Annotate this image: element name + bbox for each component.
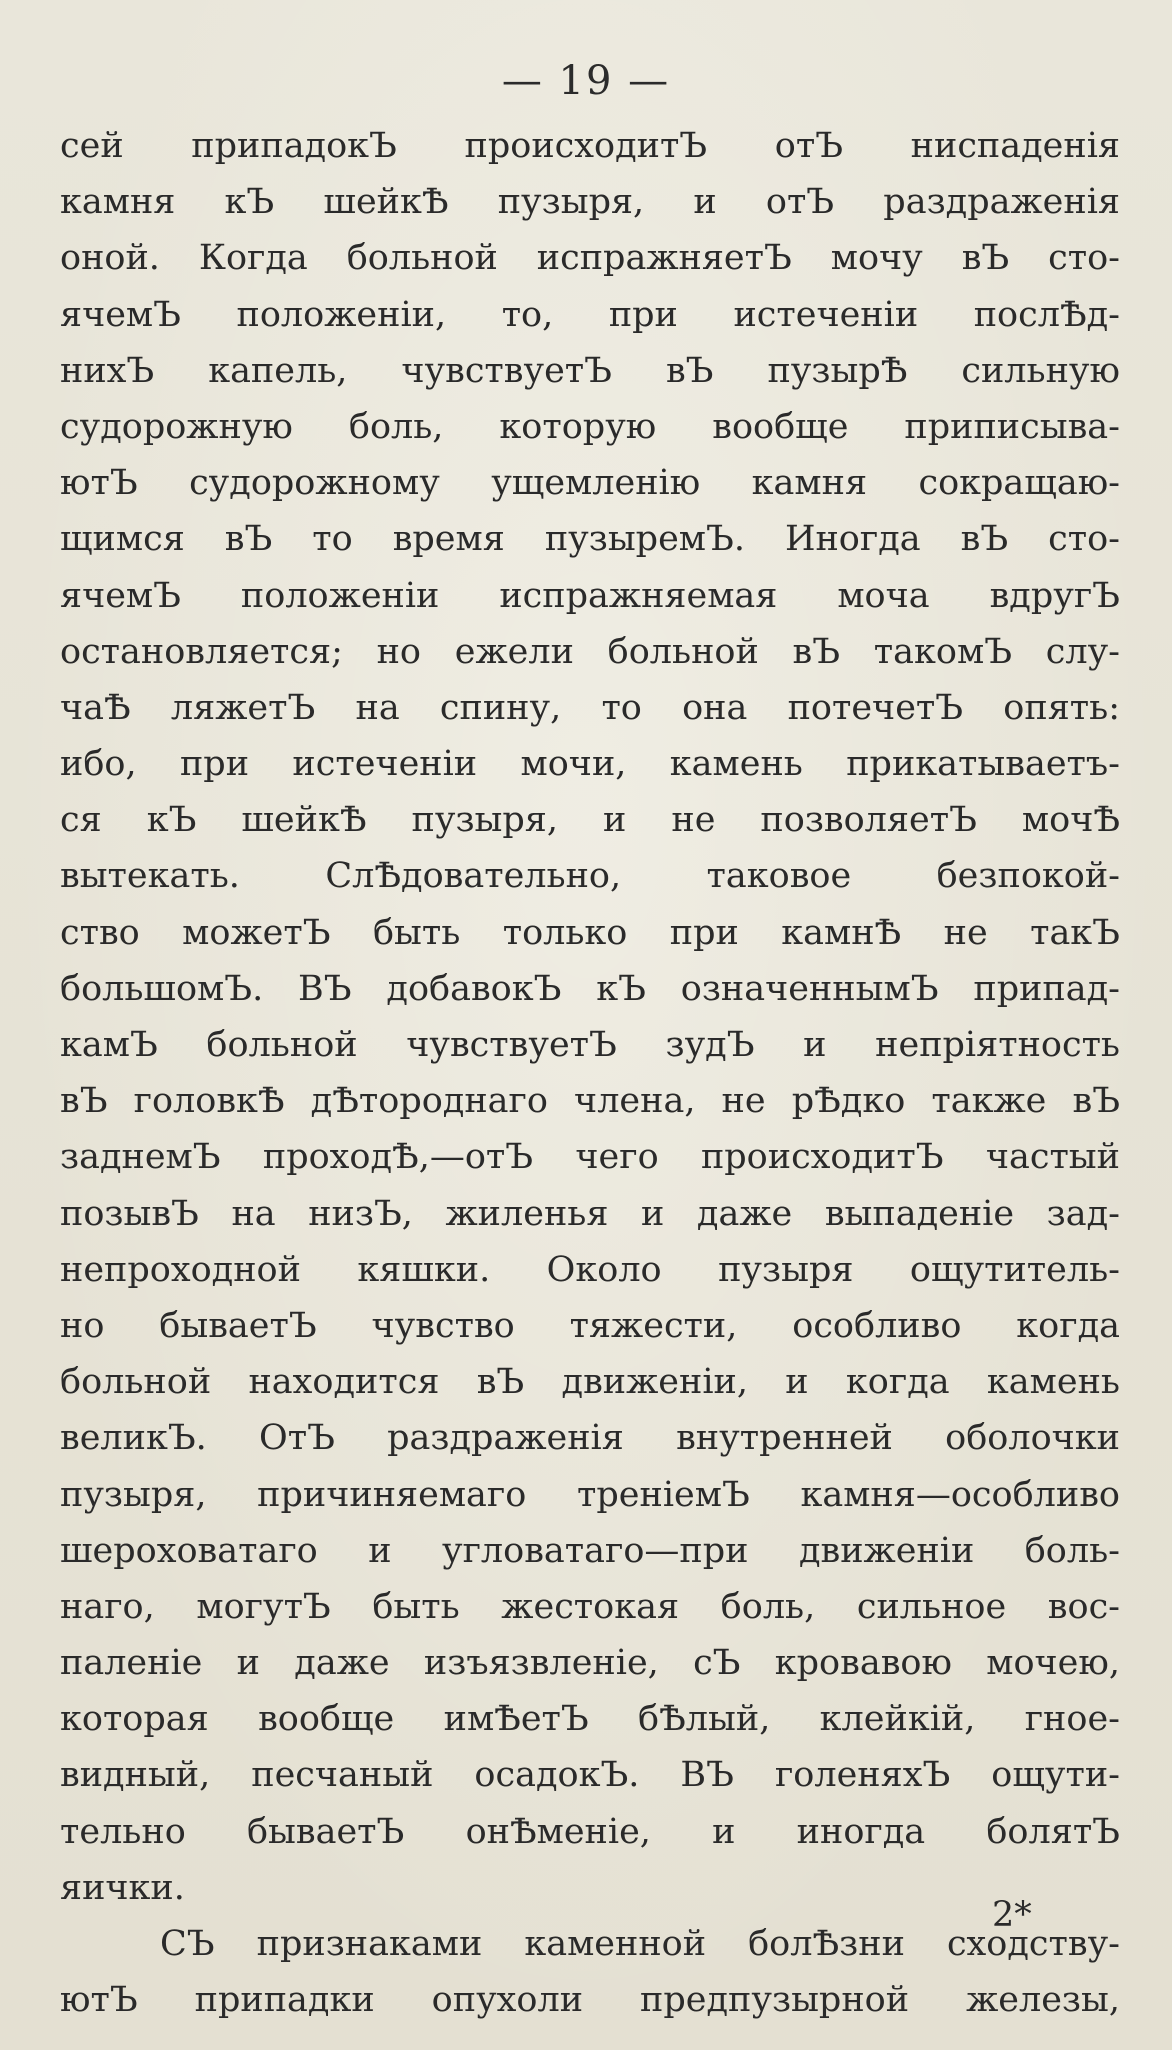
text-line: паленіе и даже изъязвленіе, сЪ кровавою мочею,	[60, 1643, 1120, 1684]
text-line: камня кЪ шейкѢ пузыря, и отЪ раздраженія	[60, 182, 1120, 223]
page-number: — 19 —	[501, 58, 671, 104]
text-line: наго, могутЪ быть жестокая боль, сильное вос-	[60, 1586, 1120, 1627]
text-line: нихЪ капель, чувствуетЪ вЪ пузырѢ сильную	[60, 350, 1120, 391]
text-line: вЪ головкѢ дѢтороднаго члена, не рѢдко также вЪ	[60, 1081, 1120, 1122]
signature-mark: 2*	[992, 1895, 1032, 1935]
text-line: заднемЪ проходѢ,—отЪ чего происходитЪ частый	[60, 1137, 1120, 1178]
text-line: позывЪ на низЪ, жиленья и даже выпаденіе зад-	[60, 1193, 1120, 1234]
text-line: но бываетЪ чувство тяжести, особливо когда	[60, 1305, 1120, 1346]
paragraph-end-line: яички.	[60, 1867, 185, 1908]
text-line: судорожную боль, которую вообще приписыва-	[60, 406, 1120, 447]
body-text	[60, 118, 1120, 2028]
text-line: видный, песчаный осадокЪ. ВЪ голеняхЪ ощути-	[60, 1755, 1120, 1796]
text-line: чаѢ ляжетЪ на спину, то она потечетЪ опять:	[60, 687, 1120, 728]
text-line: больной находится вЪ движеніи, и когда камень	[60, 1362, 1120, 1403]
text-line: которая вообще имѢетЪ бѢлый, клейкій, гное-	[60, 1699, 1120, 1740]
text-line: ютЪ припадки опухоли предпузырной железы,	[60, 1980, 1120, 2021]
text-line: пузыря, причиняемаго треніемЪ камня—особливо	[60, 1474, 1120, 1515]
text-line: остановляется; но ежели больной вЪ такомЪ слу-	[60, 631, 1120, 672]
text-line: ютЪ судорожному ущемленію камня сокращаю-	[60, 463, 1120, 504]
text-line: шероховатаго и угловатаго—при движеніи боль-	[60, 1530, 1120, 1571]
text-line: сей припадокЪ происходитЪ отЪ ниспаденія	[60, 126, 1120, 166]
text-line: оной. Когда больной испражняетЪ мочу вЪ сто-	[60, 238, 1120, 279]
text-line: ячемЪ положеніи, то, при истеченіи послѢд-	[60, 294, 1120, 335]
text-line: щимся вЪ то время пузыремЪ. Иногда вЪ сто-	[60, 519, 1120, 560]
paragraph-start-line: СЪ признаками каменной болѢзни сходству-	[160, 1924, 1120, 1964]
text-line: ячемЪ положеніи испражняемая моча вдругЪ	[60, 575, 1120, 616]
text-line: великЪ. ОтЪ раздраженія внутренней оболочки	[60, 1418, 1120, 1459]
text-line: ибо, при истеченіи мочи, камень прикатываетъ-	[60, 744, 1120, 785]
text-line: тельно бываетЪ онѢменіе, и иногда болятЪ	[60, 1811, 1120, 1852]
text-line: вытекать. СлѢдовательно, таковое безпокой-	[60, 856, 1120, 897]
text-line: большомЪ. ВЪ добавокЪ кЪ означеннымЪ припад-	[60, 968, 1120, 1009]
text-line: ство можетЪ быть только при камнѢ не такЪ	[60, 912, 1120, 953]
text-line: камЪ больной чувствуетЪ зудЪ и непріятность	[60, 1025, 1120, 1065]
text-line: непроходной кяшки. Около пузыря ощутитель-	[60, 1249, 1120, 1290]
text-line: ся кЪ шейкѢ пузыря, и не позволяетЪ мочѢ	[60, 800, 1120, 841]
